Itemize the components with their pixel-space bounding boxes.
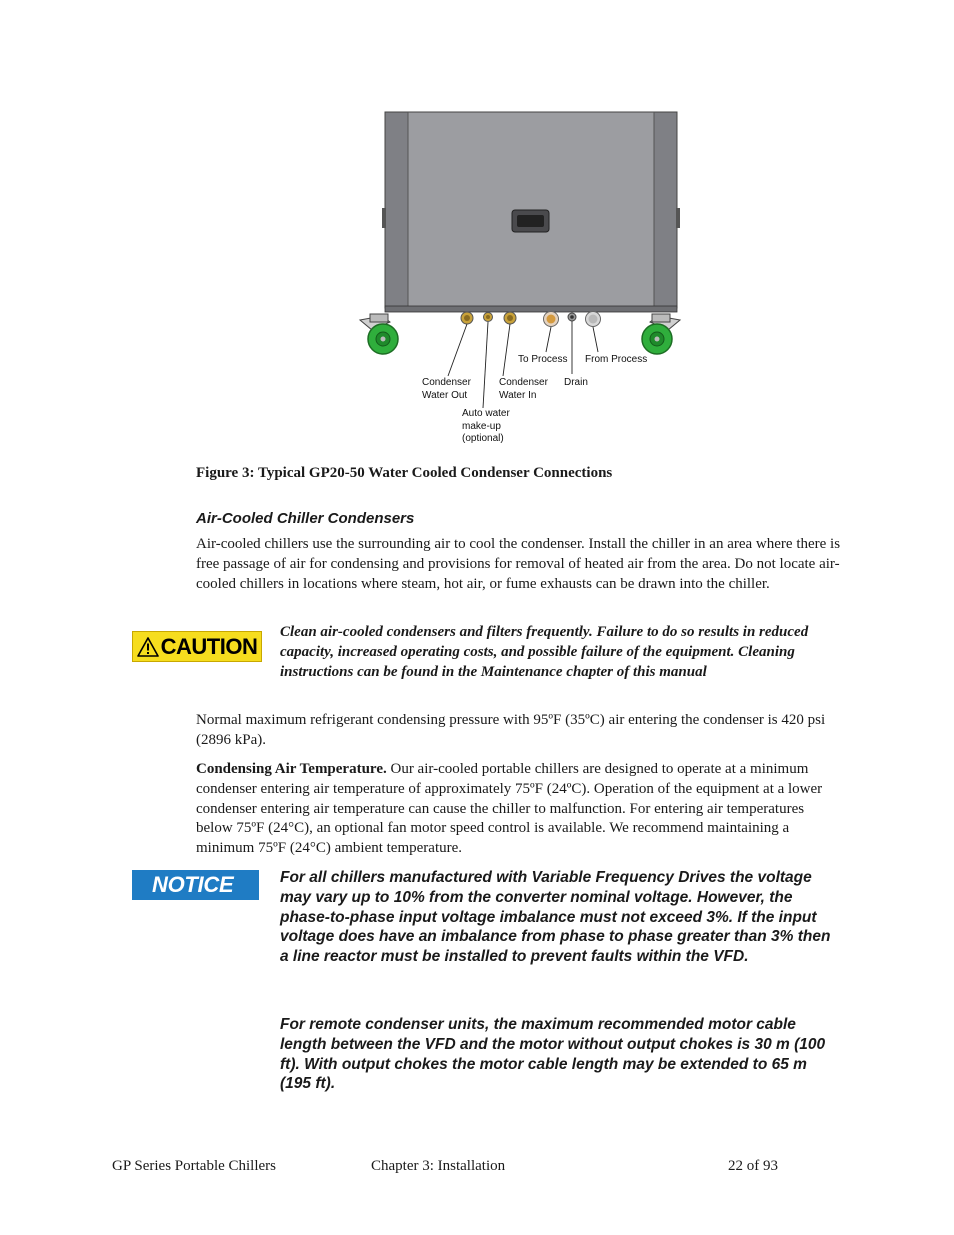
chiller-figure [350,108,690,453]
condensing-paragraph [196,760,841,859]
footer-left: GP Series Portable Chillers [112,1158,277,1174]
pressure-paragraph: Normal maximum refrigerant condensing pressure with 95ºF (35ºC) air entering the condenser is 420 psi (2896 kPa). [196,712,826,748]
fitting-condenser-water-in [504,312,516,324]
caster-right [642,314,680,354]
label-drain: Drain [564,377,588,388]
fitting-to-process [544,312,559,327]
label-condenser-water-out: Condenser Water Out [422,377,471,401]
warning-triangle-icon [137,637,159,657]
condensing-body: Our air-cooled portable chillers are designed to operate at a minimum condenser entering air temperature of approximately 75ºF (24ºC). Operation of the equipment at a lower condenser entering air temperature can cause the chiller to malfunction. For entering air temperatures below 75ºF (24°C), an optional fan motor speed control is available. We recommend maintaining a minimum 75ºF (24°C) ambient temperature. [196,761,823,857]
footer-center: Chapter 3: Installation [371,1158,506,1174]
label-condenser-water-in: Condenser Water In [499,377,548,401]
caution-badge [132,631,262,662]
section-heading: Air-Cooled Chiller Condensers [196,510,415,527]
fitting-drain [568,313,576,321]
label-from-process: From Process [585,354,648,365]
condensing-lead: Condensing Air Temperature. [196,761,387,777]
caution-label: CAUTION [160,633,258,659]
fitting-from-process [586,312,601,327]
caution-text: Clean air-cooled condensers and filters frequently. Failure to do so results in reduced capacity, increased operating costs, and possible failure of the equipment. Cleaning instructions can be found in the Maintenance chapter of this manual [280,624,809,680]
label-to-process: To Process [518,354,568,365]
fitting-auto-water-makeup [484,313,493,322]
footer-right: 22 of 93 [728,1158,778,1174]
notice-text-vfd: For all chillers manufactured with Variable Frequency Drives the voltage may vary up to 10% from the converter nominal voltage. However, the phase-to-phase input voltage imbalance must not exceed 3%. If the input voltage does have an imbalance from phase to phase greater than 3% then a line reactor must be installed to prevent faults within the VFD. [280,869,831,966]
intro-paragraph: Air-cooled chillers use the surrounding air to cool the condenser. Install the chiller in an area where there is free passage of air for condensing and provisions for removal of heated air from the area. Do not locate air-cooled chillers in locations where steam, hot air, or fume exhausts can be drawn into the chiller. [196,536,841,592]
caster-left [360,314,398,354]
notice-badge [132,870,259,900]
notice-label: NOTICE [152,872,234,897]
notice-text-remote: For remote condenser units, the maximum recommended motor cable length between the VFD and the motor without output chokes is 30 m (100 ft). With output chokes the motor cable length may be extended to 65 m (195 ft). [280,1016,826,1093]
fitting-condenser-water-out [461,312,473,324]
label-auto-water-makeup: Auto water make-up (optional) [462,408,510,444]
figure-caption: Figure 3: Typical GP20-50 Water Cooled Condenser Connections [196,465,613,481]
